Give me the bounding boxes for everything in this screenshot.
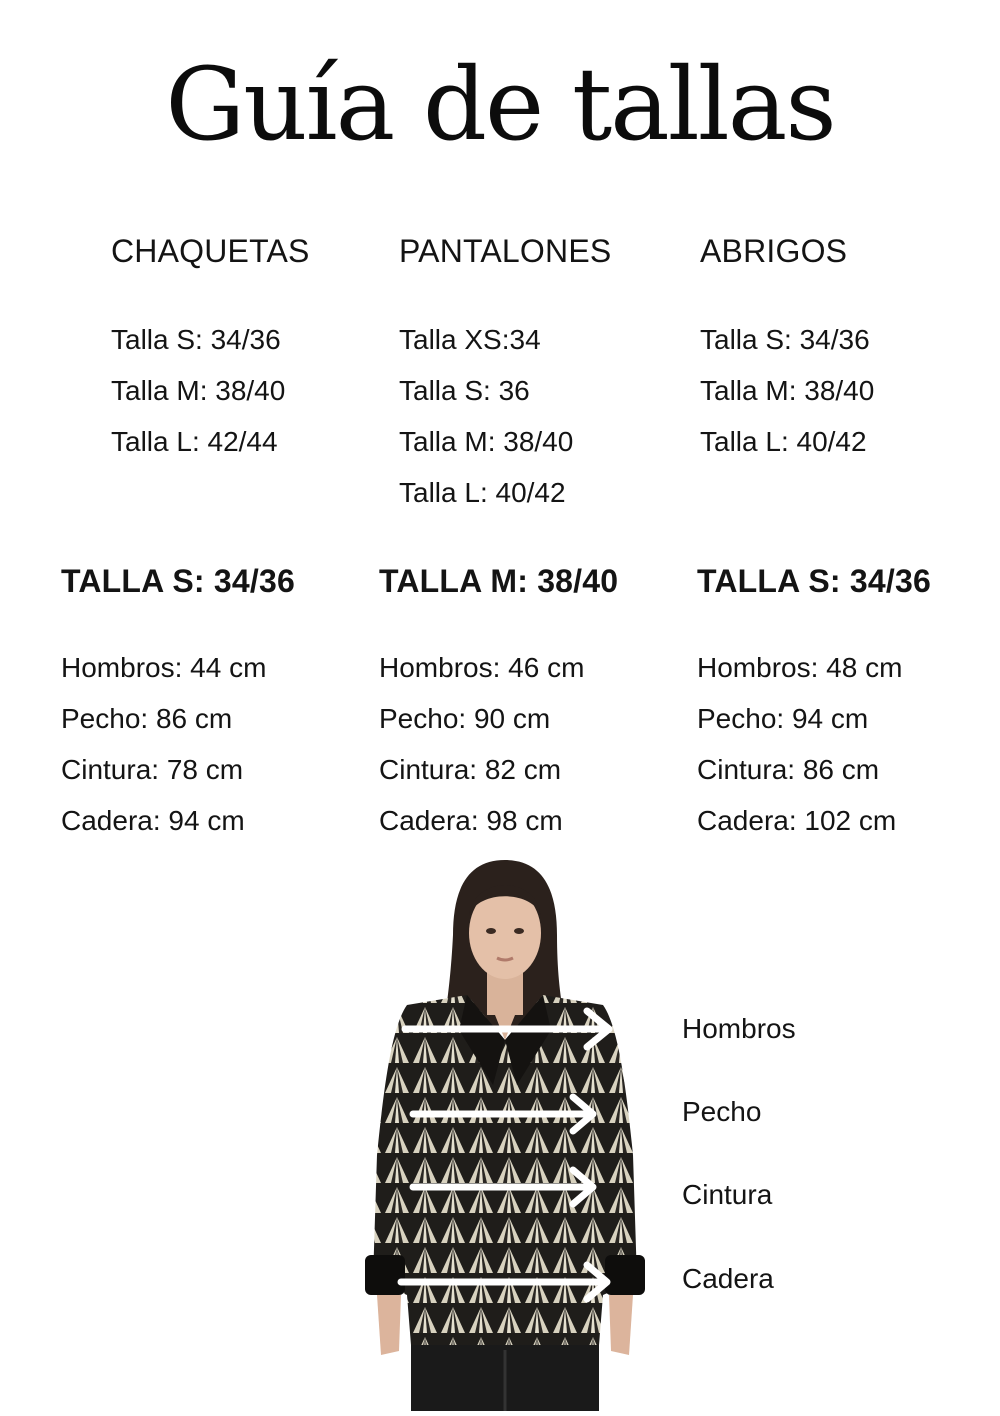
measurement-line: Hombros: 48 cm <box>697 652 903 683</box>
measurement-line: Cadera: 98 cm <box>379 805 563 836</box>
label-shoulders: Hombros <box>682 1013 796 1044</box>
size-line: Talla M: 38/40 <box>111 375 286 406</box>
size-line: Talla M: 38/40 <box>399 426 574 457</box>
model-figure <box>355 855 655 1411</box>
measurement-line: Cadera: 94 cm <box>61 805 245 836</box>
label-waist: Cintura <box>682 1179 773 1210</box>
category-column-pantalones <box>399 228 699 518</box>
measurement-heading: TALLA S: 34/36 <box>697 563 931 599</box>
measurement-line: Hombros: 44 cm <box>61 652 267 683</box>
label-hip: Cadera <box>682 1263 774 1294</box>
measurement-line: Pecho: 94 cm <box>697 703 869 734</box>
label-chest: Pecho <box>682 1096 762 1127</box>
category-column-abrigos <box>700 228 1000 467</box>
category-heading: ABRIGOS <box>700 233 848 269</box>
size-line: Talla L: 42/44 <box>111 426 278 457</box>
measurement-column-2 <box>379 558 689 846</box>
size-line: Talla M: 38/40 <box>700 375 875 406</box>
measurement-line: Pecho: 90 cm <box>379 703 551 734</box>
measurement-line: Cadera: 102 cm <box>697 805 897 836</box>
measurement-line: Cintura: 86 cm <box>697 754 880 785</box>
measurement-line: Hombros: 46 cm <box>379 652 585 683</box>
size-line: Talla S: 34/36 <box>700 324 870 355</box>
size-line: Talla S: 34/36 <box>111 324 281 355</box>
size-line: Talla L: 40/42 <box>700 426 867 457</box>
category-heading: CHAQUETAS <box>111 233 310 269</box>
size-line: Talla S: 36 <box>399 375 530 406</box>
measurement-heading: TALLA S: 34/36 <box>61 563 295 599</box>
size-line: Talla L: 40/42 <box>399 477 566 508</box>
size-line: Talla XS:34 <box>399 324 541 355</box>
measurement-column-3 <box>697 558 1000 846</box>
measurement-heading: TALLA M: 38/40 <box>379 563 619 599</box>
category-heading: PANTALONES <box>399 233 612 269</box>
measurement-line: Cintura: 78 cm <box>61 754 244 785</box>
measurement-line: Cintura: 82 cm <box>379 754 562 785</box>
measurement-column-1 <box>61 558 371 846</box>
category-column-chaquetas <box>111 228 411 467</box>
measurement-line: Pecho: 86 cm <box>61 703 233 734</box>
page-title: Guía de tallas <box>165 46 835 163</box>
